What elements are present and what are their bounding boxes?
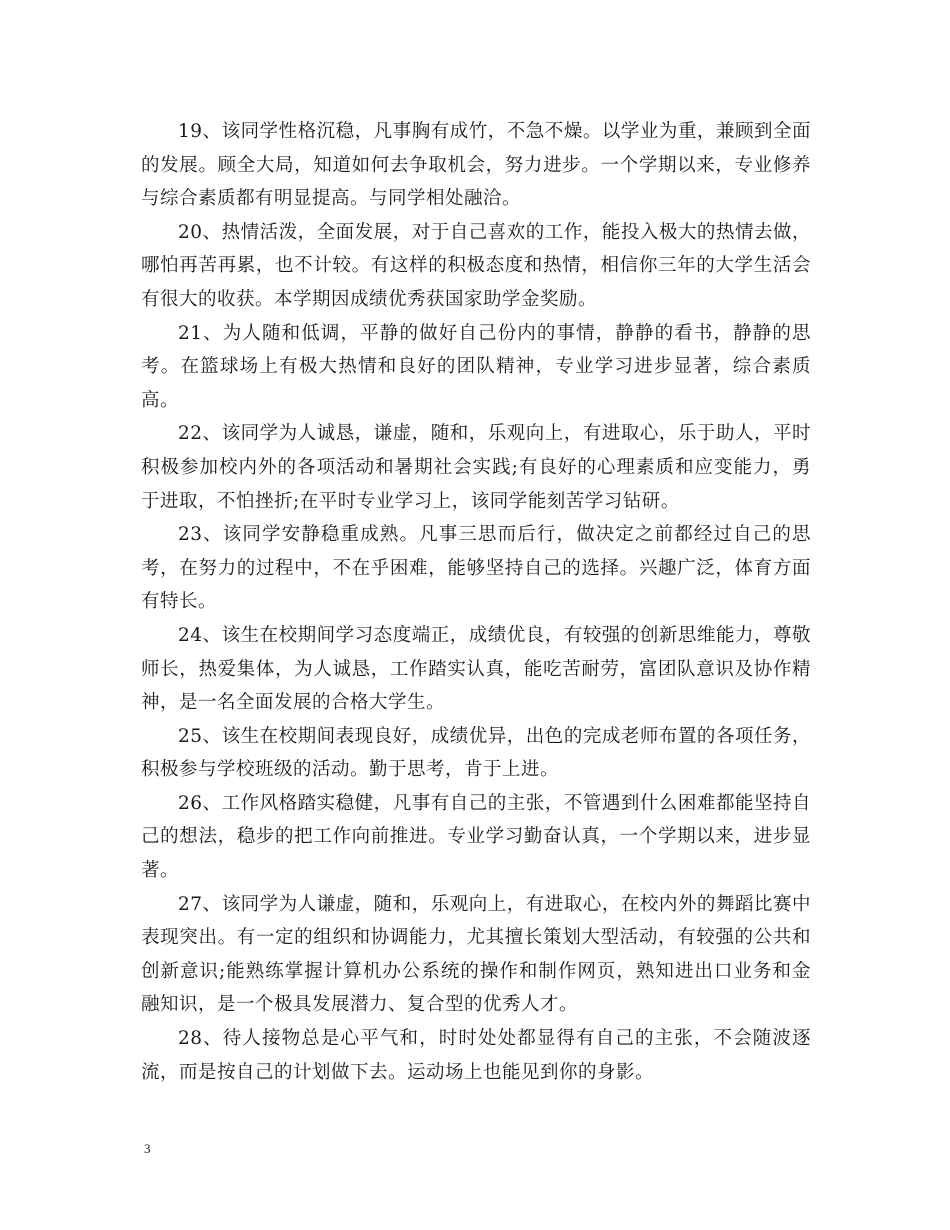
paragraph-23: 23、该同学安静稳重成熟。凡事三思而后行，做决定之前都经过自己的思考，在努力的过程中，不在乎困难，能够坚持自己的选择。兴趣广泛，体育方面有特长。 xyxy=(141,524,811,613)
paragraph-19: 19、该同学性格沉稳，凡事胸有成竹，不急不燥。以学业为重，兼顾到全面的发展。顾全大局，知道如何去争取机会，努力进步。一个学期以来，专业修养与综合素质都有明显提高。与同学相处融洽。 xyxy=(141,121,811,210)
paragraph-27: 27、该同学为人谦虚，随和，乐观向上，有进取心，在校内外的舞蹈比赛中表现突出。有一定的组织和协调能力，尤其擅长策划大型活动，有较强的公共和创新意识;能熟练掌握计算机办公系统的操作和制作网页，熟知进出口业务和金融知识，是一个极具发展潜力、复合型的优秀人才。 xyxy=(141,893,811,1016)
paragraph-26: 26、工作风格踏实稳健，凡事有自己的主张，不管遇到什么困难都能坚持自己的想法，稳步的把工作向前推进。专业学习勤奋认真，一个学期以来，进步显著。 xyxy=(141,792,811,882)
paragraph-22: 22、该同学为人诚恳，谦虚，随和，乐观向上，有进取心，乐于助人，平时积极参加校内外的各项活动和暑期社会实践;有良好的心理素质和应变能力，勇于进取，不怕挫折;在平时专业学习上，该同学能刻苦学习钻研。 xyxy=(141,423,811,512)
paragraph-24: 24、该生在校期间学习态度端正，成绩优良，有较强的创新思维能力，尊敬师长，热爱集体，为人诚恳，工作踏实认真，能吃苦耐劳，富团队意识及协作精神，是一名全面发展的合格大学生。 xyxy=(141,624,811,714)
paragraph-21: 21、为人随和低调，平静的做好自己份内的事情，静静的看书，静静的思考。在篮球场上有极大热情和良好的团队精神，专业学习进步显著，综合素质高。 xyxy=(141,322,811,411)
page-number: 3 xyxy=(144,1141,151,1156)
paragraph-20: 20、热情活泼，全面发展，对于自己喜欢的工作，能投入极大的热情去做，哪怕再苦再累，也不计较。有这样的积极态度和热情，相信你三年的大学生活会有很大的收获。本学期因成绩优秀获国家助学金奖励。 xyxy=(141,221,811,310)
paragraph-28: 28、待人接物总是心平气和，时时处处都显得有自己的主张，不会随波逐流，而是按自己的计划做下去。运动场上也能见到你的身影。 xyxy=(141,1028,811,1083)
paragraph-25: 25、该生在校期间表现良好，成绩优异，出色的完成老师布置的各项任务，积极参与学校班级的活动。勤于思考，肯于上进。 xyxy=(141,725,811,781)
document-body xyxy=(141,115,811,1089)
